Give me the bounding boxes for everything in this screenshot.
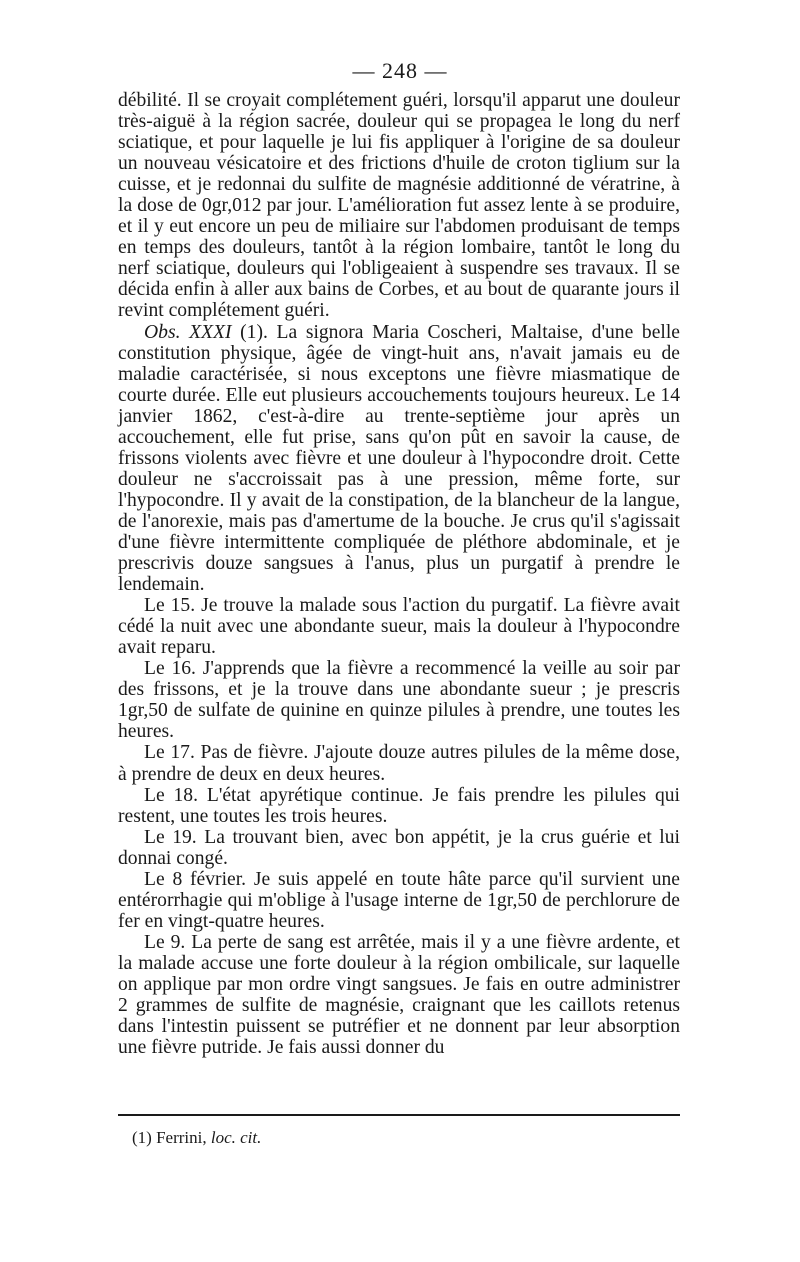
paragraph-day-18: Le 18. L'état apyrétique continue. Je fais prendre les pilules qui restent, une toutes les trois heures. (118, 784, 680, 827)
footnote (132, 1128, 672, 1148)
paragraph-continuation: débilité. Il se croyait complétement guéri, lorsqu'il apparut une douleur très-aiguë à la région sacrée, douleur qui se propagea le long du nerf sciatique, et pour laquelle je lui fis appliquer à l'origine de sa douleur un nouveau vésicatoire et des frictions d'huile de croton tiglium sur la cuisse, et je redonnai du sulfite de magnésie additionné de vératrine, à la dose de 0gr,012 par jour. L'amélioration fut assez lente à se produire, et il y eut encore un peu de miliaire sur l'abdomen produisant de temps en temps des douleurs, tantôt à la région lombaire, tantôt le long du nerf sciatique, douleurs qui l'obligeaient à suspendre ses travaux. Il se décida enfin à aller aux bains de Corbes, et au bout de quarante jours il revint complétement guéri. (118, 90, 680, 322)
footnote-source: loc. cit. (210, 1128, 262, 1147)
body-text (118, 90, 680, 1058)
footnote-author: Ferrini, (156, 1128, 207, 1147)
footnote-marker: (1) (132, 1128, 152, 1147)
observation-footnote-ref: (1). (240, 321, 268, 343)
paragraph-day-9: Le 9. La perte de sang est arrêtée, mais il y a une fièvre ardente, et la malade accuse une forte douleur à la région ombilicale, sur laquelle on applique par mon ordre vingt sangsues. Je fais en outre administrer 2 grammes de sulfite de magnésie, craignant que les caillots retenus dans l'intestin puissent se putréfier et ne donnent par leur absorption une fièvre putride. Je fais aussi donner du (118, 931, 680, 1059)
paragraph-day-15: Le 15. Je trouve la malade sous l'action du purgatif. La fièvre avait cédé la nuit avec une abondante sueur, mais la douleur à l'hypocondre avait reparu. (118, 595, 680, 659)
footnote-divider (118, 1114, 680, 1116)
paragraph-february-8: Le 8 février. Je suis appelé en toute hâte parce qu'il survient une entérorrhagie qui m'oblige à l'usage interne de 1gr,50 de perchlorure de fer en vingt-quatre heures. (118, 868, 680, 932)
observation-text: La signora Maria Coscheri, Maltaise, d'une belle constitution physique, âgée de vingt-huit ans, n'avait jamais eu de maladie caractérisée, si nous exceptons une fièvre miasmatique de courte durée. Elle eut plusieurs accouchements toujours heureux. Le 14 janvier 1862, c'est-à-dire au trente-septième jour après un accouchement, elle fut prise, sans qu'on pût en savoir la cause, de frissons violents avec fièvre et une douleur à l'hypocondre droit. Cette douleur ne s'accroissait pas à une pression, même forte, sur l'hypocondre. Il y avait de la constipation, de la blancheur de la langue, de l'anorexie, mais pas d'amertume de la bouche. Je crus qu'il s'agissait d'une fièvre intermittente compliquée de pléthore abdominale, et je prescrivis douze sangsues à l'anus, plus un purgatif à prendre le lendemain. (118, 321, 680, 596)
observation-label: Obs. XXXI (144, 321, 232, 343)
page-number: — 248 — (352, 58, 448, 83)
paragraph-day-19: Le 19. La trouvant bien, avec bon appétit, je la crus guérie et lui donnai congé. (118, 826, 680, 869)
paragraph-day-16: Le 16. J'apprends que la fièvre a recommencé la veille au soir par des frissons, et je la trouve dans une abondante sueur ; je prescris 1gr,50 de sulfate de quinine en quinze pilules à prendre, une toutes les heures. (118, 658, 680, 743)
paragraph-day-17: Le 17. Pas de fièvre. J'ajoute douze autres pilules de la même dose, à prendre de deux en deux heures. (118, 742, 680, 785)
paragraph-observation (118, 322, 680, 596)
